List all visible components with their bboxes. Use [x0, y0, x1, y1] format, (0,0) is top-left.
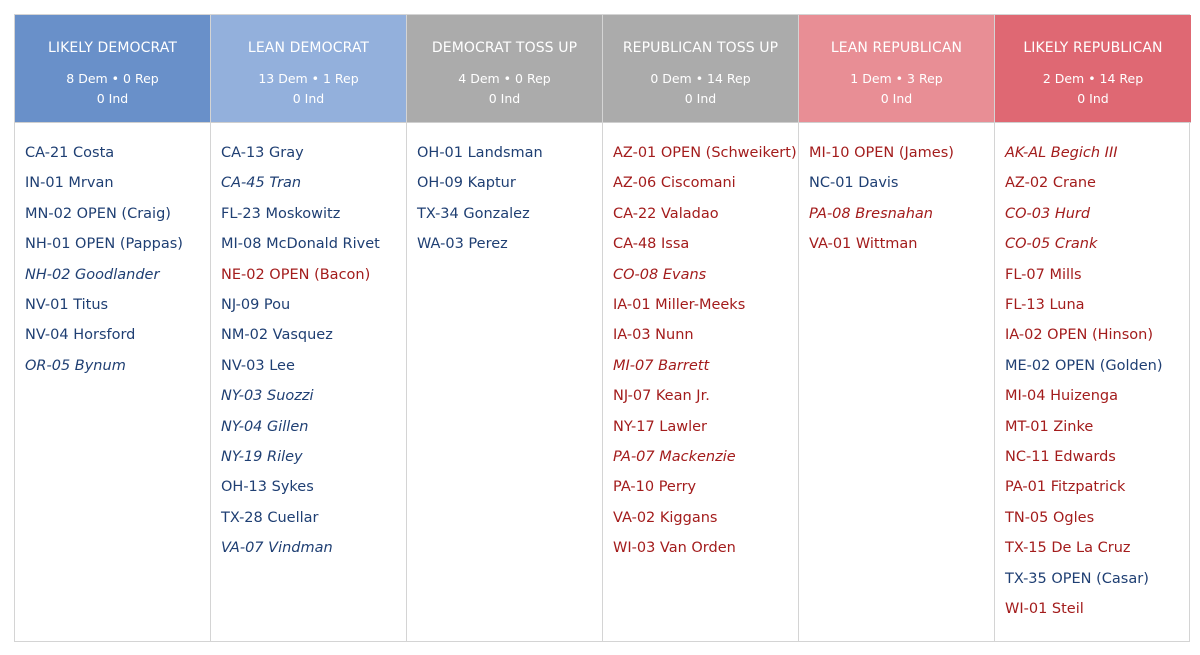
- column-ind-count: 0 Ind: [880, 91, 913, 106]
- column-seat-counts: 8 Dem • 0 Rep: [66, 71, 159, 86]
- column-header-lean-democrat: [211, 15, 406, 123]
- race-item[interactable]: MI-10 OPEN (James): [809, 145, 954, 161]
- race-item[interactable]: OH-09 Kaptur: [417, 175, 516, 192]
- race-item[interactable]: OR-05 Bynum: [25, 357, 126, 374]
- race-item[interactable]: MN-02 OPEN (Craig): [25, 205, 171, 222]
- column-header-likely-democrat: [15, 15, 210, 123]
- column-seat-counts: 1 Dem • 3 Rep: [850, 71, 943, 86]
- race-item[interactable]: CO-03 Hurd: [1005, 205, 1091, 222]
- race-item[interactable]: TN-05 Ogles: [1005, 509, 1095, 526]
- race-list-lean-republican: [799, 123, 994, 260]
- race-item[interactable]: CA-21 Costa: [25, 145, 115, 161]
- race-item[interactable]: IA-03 Nunn: [613, 327, 694, 344]
- race-item[interactable]: NH-02 Goodlander: [25, 266, 160, 283]
- race-item[interactable]: IN-01 Mrvan: [25, 175, 114, 192]
- race-item[interactable]: OH-01 Landsman: [417, 145, 543, 161]
- race-item[interactable]: CA-45 Tran: [221, 175, 302, 192]
- column-ind-count: 0 Ind: [96, 91, 129, 106]
- race-item[interactable]: AZ-06 Ciscomani: [613, 175, 736, 192]
- column-header-republican-toss-up: [603, 15, 798, 123]
- column-seat-counts: 4 Dem • 0 Rep: [458, 71, 551, 86]
- column-ind-count: 0 Ind: [1077, 91, 1109, 106]
- column-ind-count: 0 Ind: [292, 91, 325, 106]
- race-item[interactable]: NJ-09 Pou: [221, 297, 291, 314]
- race-item[interactable]: AZ-01 OPEN (Schweikert): [613, 145, 797, 161]
- race-item[interactable]: MI-07 Barrett: [613, 357, 710, 374]
- column-header-likely-republican: [995, 15, 1191, 123]
- race-item[interactable]: OH-13 Sykes: [221, 479, 314, 496]
- race-item[interactable]: NV-04 Horsford: [25, 327, 136, 344]
- column-header-democrat-toss-up: [407, 15, 602, 123]
- race-item[interactable]: FL-23 Moskowitz: [221, 205, 341, 222]
- column-ind-count: 0 Ind: [488, 91, 521, 106]
- column-lean-democrat: [211, 15, 407, 641]
- race-ratings-board: [14, 14, 1190, 642]
- race-item[interactable]: WI-01 Steil: [1005, 601, 1084, 618]
- column-seat-counts: 0 Dem • 14 Rep: [650, 71, 751, 86]
- column-lean-republican: [799, 15, 995, 641]
- race-item[interactable]: NM-02 Vasquez: [221, 327, 333, 344]
- race-item[interactable]: PA-08 Bresnahan: [809, 205, 933, 222]
- race-item[interactable]: FL-07 Mills: [1005, 266, 1082, 283]
- race-list-lean-democrat: [211, 123, 406, 564]
- race-item[interactable]: FL-13 Luna: [1005, 297, 1085, 314]
- race-item[interactable]: PA-07 Mackenzie: [613, 449, 736, 466]
- race-list-democrat-toss-up: [407, 123, 602, 260]
- race-item[interactable]: MI-04 Huizenga: [1005, 388, 1119, 405]
- column-ind-count: 0 Ind: [684, 91, 717, 106]
- race-item[interactable]: NV-03 Lee: [221, 357, 295, 374]
- race-item[interactable]: NY-17 Lawler: [613, 418, 708, 435]
- race-item[interactable]: CO-05 Crank: [1005, 236, 1098, 253]
- race-item[interactable]: MI-08 McDonald Rivet: [221, 236, 380, 253]
- race-item[interactable]: NY-04 Gillen: [221, 418, 309, 435]
- column-header-lean-republican: [799, 15, 994, 123]
- race-item[interactable]: WI-03 Van Orden: [613, 540, 736, 557]
- race-item[interactable]: TX-35 OPEN (Casar): [1005, 570, 1149, 587]
- race-item[interactable]: AK-AL Begich III: [1005, 145, 1118, 161]
- race-list-likely-democrat: [15, 123, 210, 381]
- race-item[interactable]: ME-02 OPEN (Golden): [1005, 357, 1163, 374]
- race-item[interactable]: AZ-02 Crane: [1005, 175, 1096, 192]
- race-item[interactable]: TX-28 Cuellar: [221, 509, 319, 526]
- race-item[interactable]: MT-01 Zinke: [1005, 418, 1094, 435]
- race-item[interactable]: NC-11 Edwards: [1005, 449, 1116, 466]
- column-republican-toss-up: [603, 15, 799, 641]
- race-item[interactable]: PA-10 Perry: [613, 479, 697, 496]
- race-item[interactable]: TX-15 De La Cruz: [1005, 540, 1131, 557]
- column-title: LIKELY DEMOCRAT: [47, 40, 178, 56]
- race-item[interactable]: WA-03 Perez: [417, 236, 508, 253]
- race-list-likely-republican: [995, 123, 1191, 625]
- race-item[interactable]: NY-03 Suozzi: [221, 388, 314, 405]
- race-item[interactable]: NV-01 Titus: [25, 297, 109, 314]
- race-item[interactable]: NJ-07 Kean Jr.: [613, 388, 710, 405]
- column-seat-counts: 2 Dem • 14 Rep: [1042, 71, 1144, 86]
- race-item[interactable]: VA-02 Kiggans: [613, 509, 718, 526]
- race-item[interactable]: PA-01 Fitzpatrick: [1005, 479, 1126, 496]
- race-item[interactable]: NY-19 Riley: [221, 449, 303, 466]
- race-item[interactable]: TX-34 Gonzalez: [417, 205, 530, 222]
- column-title: LEAN DEMOCRAT: [247, 40, 370, 56]
- race-item[interactable]: VA-07 Vindman: [221, 540, 333, 557]
- race-item[interactable]: IA-02 OPEN (Hinson): [1005, 327, 1153, 344]
- race-item[interactable]: NC-01 Davis: [809, 175, 899, 192]
- column-democrat-toss-up: [407, 15, 603, 641]
- race-item[interactable]: CA-22 Valadao: [613, 205, 719, 222]
- column-title: LEAN REPUBLICAN: [830, 40, 963, 56]
- race-item[interactable]: CA-13 Gray: [221, 145, 304, 161]
- race-item[interactable]: IA-01 Miller-Meeks: [613, 297, 746, 314]
- column-title: LIKELY REPUBLICAN: [1023, 40, 1163, 56]
- race-item[interactable]: CO-08 Evans: [613, 266, 707, 283]
- race-item[interactable]: VA-01 Wittman: [809, 236, 918, 253]
- column-likely-democrat: [15, 15, 211, 641]
- race-item[interactable]: NE-02 OPEN (Bacon): [221, 266, 371, 283]
- column-title: REPUBLICAN TOSS UP: [622, 40, 779, 56]
- race-item[interactable]: CA-48 Issa: [613, 236, 690, 253]
- race-list-republican-toss-up: [603, 123, 798, 564]
- column-likely-republican: [995, 15, 1191, 641]
- race-item[interactable]: NH-01 OPEN (Pappas): [25, 236, 183, 253]
- column-title: DEMOCRAT TOSS UP: [431, 40, 578, 56]
- column-seat-counts: 13 Dem • 1 Rep: [258, 71, 359, 86]
